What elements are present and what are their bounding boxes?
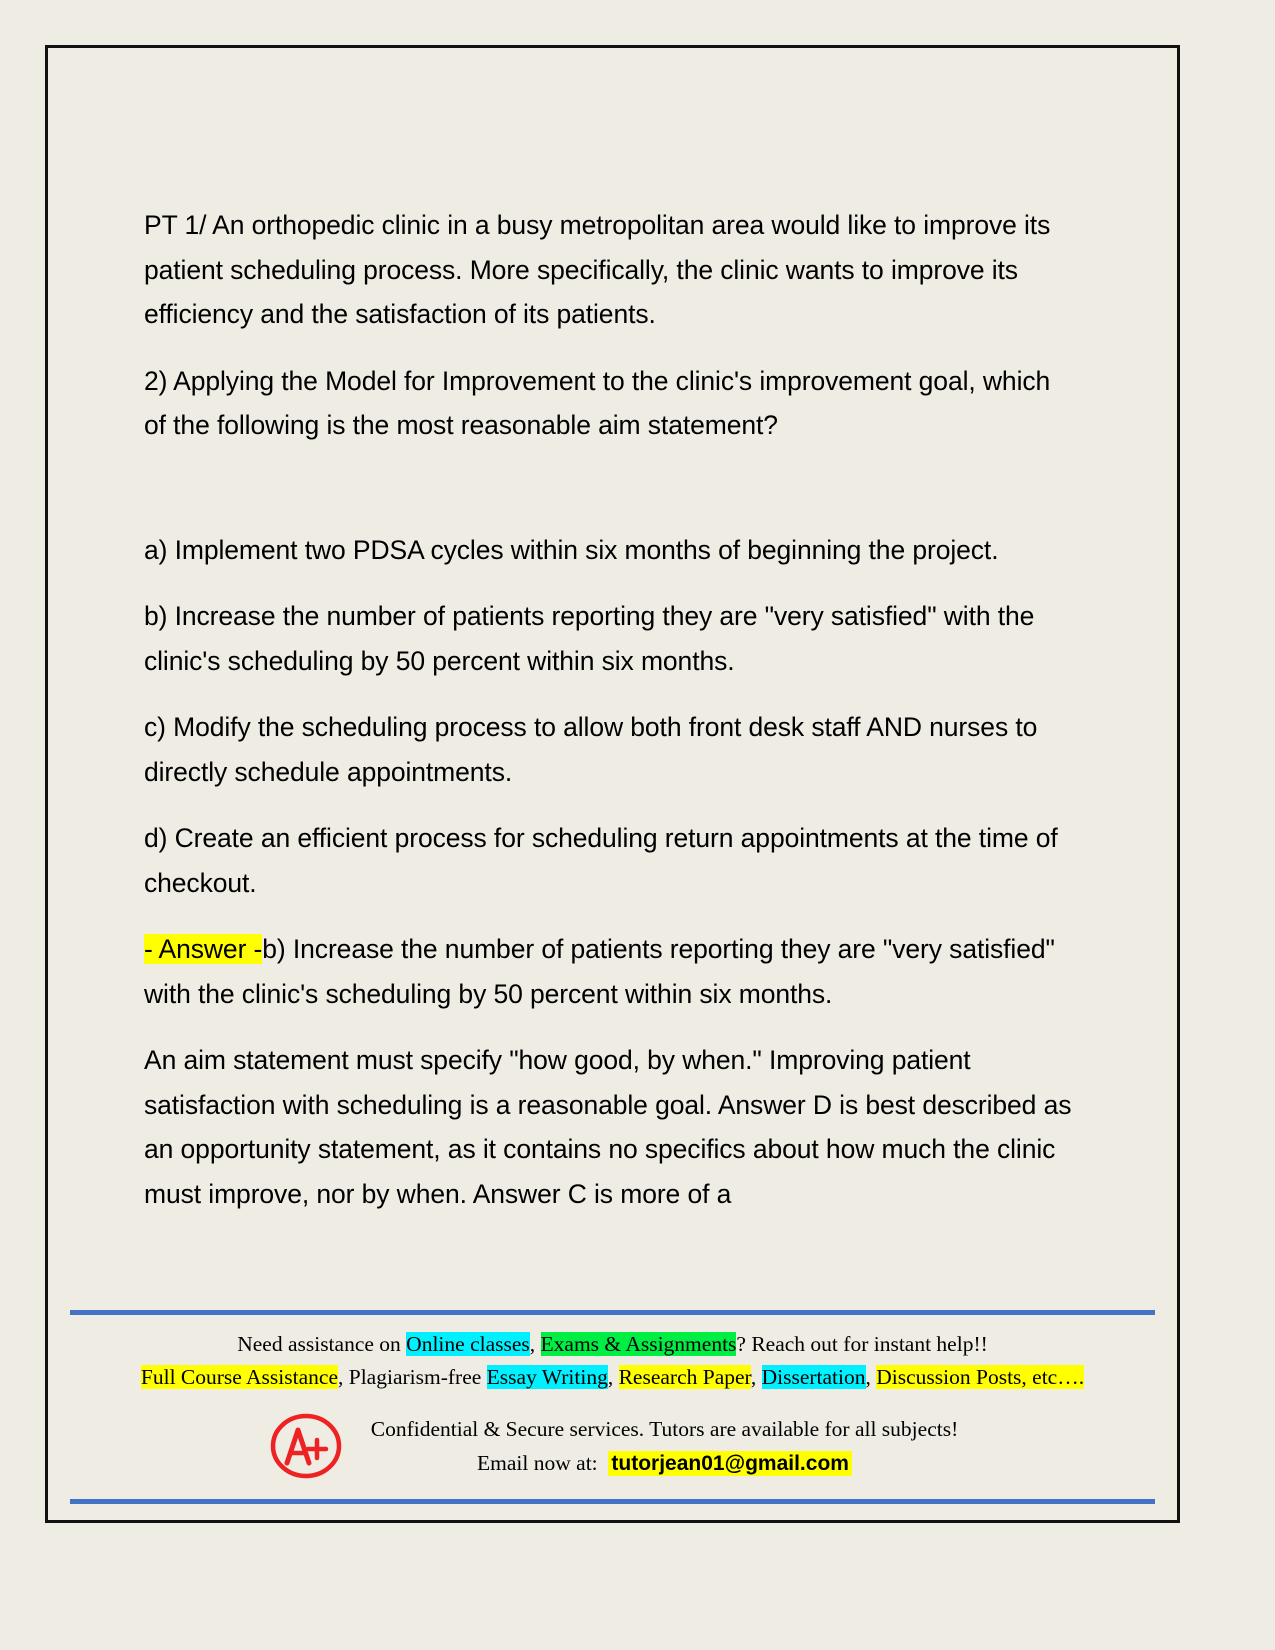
paragraph-intro: PT 1/ An orthopedic clinic in a busy metropolitan area would like to improve its patient scheduling process. More specifically, the clinic wants to improve its efficiency and the satisfaction of its patients. bbox=[144, 210, 1051, 330]
a-plus-grade-icon bbox=[267, 1407, 345, 1485]
footer-highlight-exams-assignments: Exams & Assignments bbox=[540, 1331, 737, 1356]
explanation-paragraph: An aim statement must specify "how good, by when." Improving patient satisfaction with scheduling is a reasonable goal. Answer D is best described as an opportunity statement, as it contains no specifics about how much the clinic must improve, nor by when. Answer C is more of a bbox=[144, 1045, 1072, 1209]
footer-text-pre: Need assistance on bbox=[237, 1331, 407, 1356]
footer-divider-top bbox=[70, 1310, 1155, 1315]
footer-email-address[interactable]: tutorjean01@gmail.com bbox=[608, 1451, 852, 1476]
footer-text-mid: , bbox=[529, 1331, 541, 1356]
footer-seg-2: , bbox=[607, 1364, 619, 1389]
footer-contact-text bbox=[371, 1412, 959, 1481]
footer-services-line-2 bbox=[70, 1362, 1155, 1393]
answer-option-c: c) Modify the scheduling process to allow both front desk staff AND nurses to directly schedule appointments. bbox=[144, 712, 1038, 787]
paragraph-question: 2) Applying the Model for Improvement to the clinic's improvement goal, which of the following is the most reasonable aim statement? bbox=[144, 365, 1051, 441]
footer-tagline: Confidential & Secure services. Tutors are available for all subjects! bbox=[370, 1416, 959, 1441]
answer-label: - Answer - bbox=[144, 934, 263, 965]
footer-highlight-research-paper: Research Paper bbox=[618, 1364, 751, 1389]
document-page bbox=[45, 45, 1180, 1523]
footer-seg-1: , Plagiarism-free bbox=[338, 1364, 487, 1389]
footer-highlight-full-course: Full Course Assistance bbox=[140, 1364, 338, 1389]
footer-seg-4: , bbox=[865, 1364, 877, 1389]
footer-highlight-dissertation: Dissertation bbox=[761, 1364, 866, 1389]
footer-highlight-discussion-posts: Discussion Posts, etc…. bbox=[876, 1364, 1085, 1389]
footer-email-line bbox=[371, 1446, 959, 1481]
footer-email-prefix: Email now at: bbox=[477, 1450, 598, 1475]
footer-highlight-online-classes: Online classes bbox=[406, 1331, 530, 1356]
promo-footer bbox=[70, 1310, 1155, 1504]
footer-services-line-1 bbox=[70, 1329, 1155, 1360]
footer-divider-bottom bbox=[70, 1499, 1155, 1504]
answer-text: b) Increase the number of patients reporting they are "very satisfied" with the clinic's scheduling by 50 percent within six months. bbox=[144, 934, 1055, 1009]
answer-option-d: d) Create an efficient process for scheduling return appointments at the time of checkout. bbox=[144, 823, 1058, 898]
footer-text-post: ? Reach out for instant help!! bbox=[736, 1331, 988, 1356]
footer-contact-row bbox=[70, 1407, 1155, 1485]
footer-highlight-essay-writing: Essay Writing bbox=[486, 1364, 608, 1389]
document-body bbox=[144, 203, 1079, 1238]
answer-block bbox=[144, 927, 1079, 1016]
answer-option-a: a) Implement two PDSA cycles within six months of beginning the project. bbox=[144, 534, 999, 565]
answer-option-b: b) Increase the number of patients reporting they are "very satisfied" with the clinic's scheduling by 50 percent within six months. bbox=[144, 601, 1035, 676]
footer-seg-3: , bbox=[750, 1364, 762, 1389]
